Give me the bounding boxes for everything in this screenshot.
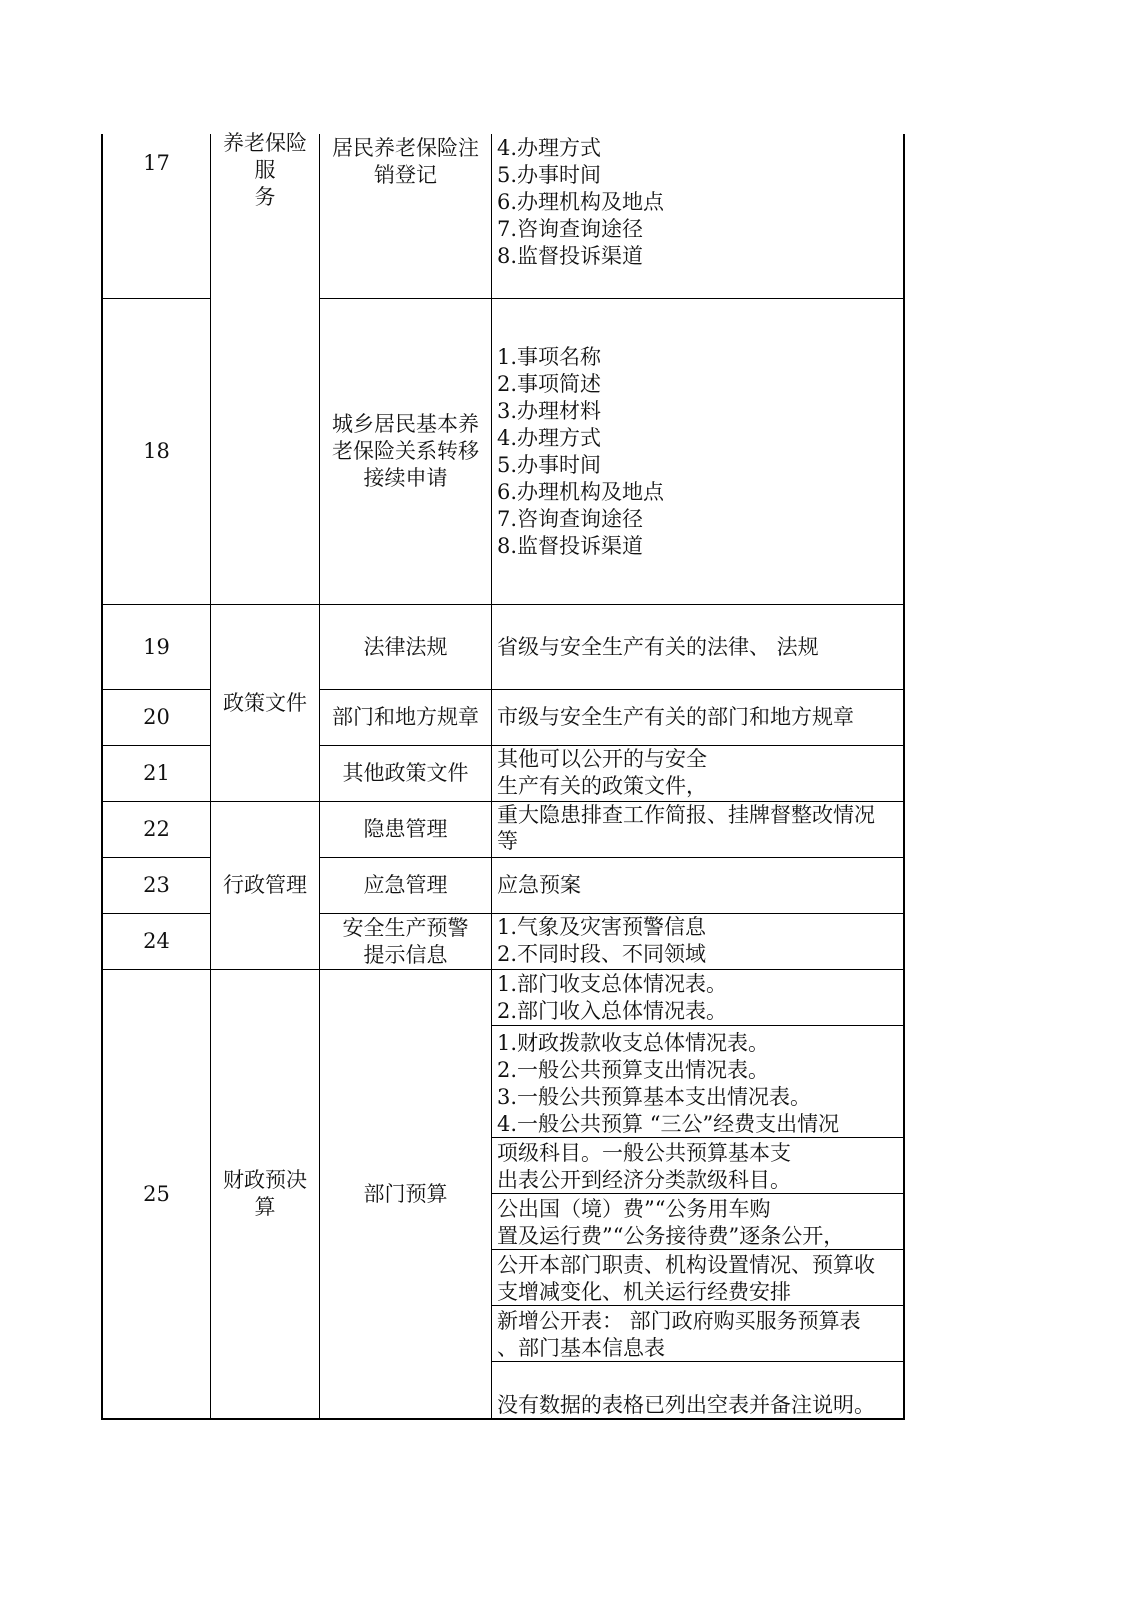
content-line: 新增公开表： 部门政府购买服务预算表 [497,1309,861,1333]
row-number [103,802,210,857]
item-cell [320,135,491,191]
content-line: 支增减变化、机关运行经费安排 [497,1280,791,1304]
content-line: 公出国（境）费”“公务用车购 [497,1197,771,1221]
item-cell [320,914,491,969]
content-line: 项级科目。一般公共预算基本支 [497,1141,791,1165]
content-cell [492,605,903,689]
row-number [103,914,210,969]
row-number [103,299,210,604]
content-cell [492,135,903,275]
row-number-text: 25 [143,1181,170,1206]
row-number [103,134,210,192]
content-cell [492,914,903,969]
item-line: 销登记 [374,163,437,187]
content-line: 4.办理方式 [497,426,602,450]
content-block [492,1308,903,1361]
row-number [103,970,210,1418]
content-cell [492,858,903,913]
grid-line [903,134,905,1420]
item-cell [320,858,491,913]
content-line: 6.办理机构及地点 [497,480,665,504]
item-cell [320,605,491,689]
content-block [492,1196,903,1249]
content-line: 2.一般公共预算支出情况表。 [497,1058,770,1082]
category-text: 行政管理 [223,873,307,897]
item-line: 老保险关系转移 [332,439,479,463]
item-cell [320,802,491,857]
category-cell [211,970,319,1418]
content-line: 其他可以公开的与安全 [497,747,707,771]
category-cell [211,605,319,801]
content-line: 没有数据的表格已列出空表并备注说明。 [497,1393,875,1417]
item-line: 接续申请 [363,466,448,490]
row-number [103,605,210,689]
content-line: 生产有关的政策文件， [497,774,707,798]
row-number-text: 20 [143,705,170,729]
row-number-text: 18 [143,439,170,463]
content-line: 3.一般公共预算基本支出情况表。 [497,1085,812,1109]
content-line: 置及运行费”“公务接待费”逐条公开， [497,1224,845,1248]
row-number-text: 17 [143,150,170,175]
content-line: 、部门基本信息表 [497,1336,665,1360]
row-number [103,858,210,913]
content-line: 5.办事时间 [497,163,602,187]
item-cell [320,970,491,1418]
category-line: 服 [254,158,276,182]
item-line: 居民养老保险注 [332,136,479,160]
content-cell [492,746,903,801]
item-cell [320,690,491,745]
content-line: 1.气象及灾害预警信息 [497,915,707,939]
content-text: 省级与安全生产有关的法律、 法规 [497,634,819,659]
item-text: 部门和地方规章 [332,705,479,729]
content-line: 1.财政拨款收支总体情况表。 [497,1031,770,1055]
content-line: 4.办理方式 [497,136,602,160]
content-cell [492,690,903,745]
content-text: 应急预案 [497,873,581,897]
category-cell [211,802,319,969]
content-block [492,1030,903,1137]
row-number [103,746,210,801]
content-line: 出表公开到经济分类款级科目。 [497,1168,791,1192]
row-number [103,690,210,745]
content-line: 7.咨询查询途径 [497,217,644,241]
row-number-text: 19 [143,634,170,659]
item-text: 法律法规 [363,634,448,659]
row-number-text: 23 [143,873,170,897]
category-text: 政策文件 [223,690,307,715]
content-line: 等 [497,829,518,853]
content-line: 重大隐患排查工作简报、挂牌督整改情况 [497,803,875,827]
content-cell [492,344,903,564]
row-number-text: 22 [143,817,170,841]
content-line: 2.事项简述 [497,372,602,396]
content-line: 8.监督投诉渠道 [497,534,644,558]
content-block [492,1252,903,1305]
category-line: 算 [254,1195,276,1219]
category-cell [211,130,319,212]
item-line: 安全生产预警 [342,915,469,940]
item-text: 其他政策文件 [342,761,469,785]
content-line: 公开本部门职责、机构设置情况、预算收 [497,1253,875,1277]
content-line: 2.部门收入总体情况表。 [497,999,728,1023]
content-text: 市级与安全生产有关的部门和地方规章 [497,705,854,729]
category-line: 养老保险 [223,131,307,155]
item-line: 城乡居民基本养 [332,412,479,436]
category-line: 财政预决 [223,1168,307,1192]
content-line: 1.部门收支总体情况表。 [497,972,728,996]
item-cell [320,299,491,604]
content-block [492,1392,903,1419]
content-line: 3.办理材料 [497,399,602,423]
content-line: 4.一般公共预算 “三公”经费支出情况 [497,1112,840,1136]
content-block [492,1140,903,1193]
content-line: 6.办理机构及地点 [497,190,665,214]
content-block [492,971,903,1025]
item-line: 提示信息 [363,942,448,967]
row-number-text: 21 [143,761,170,785]
item-cell [320,746,491,801]
grid-line [491,1025,905,1026]
content-cell [492,802,903,857]
row-number-text: 24 [143,929,170,953]
item-text: 隐患管理 [363,817,448,841]
content-line: 7.咨询查询途径 [497,507,644,531]
content-line: 1.事项名称 [497,345,602,369]
content-line: 8.监督投诉渠道 [497,244,644,268]
content-line: 2.不同时段、不同领域 [497,942,707,966]
category-line: 务 [254,185,276,209]
content-line: 5.办事时间 [497,453,602,477]
item-text: 应急管理 [363,873,448,897]
item-text: 部门预算 [363,1181,448,1206]
